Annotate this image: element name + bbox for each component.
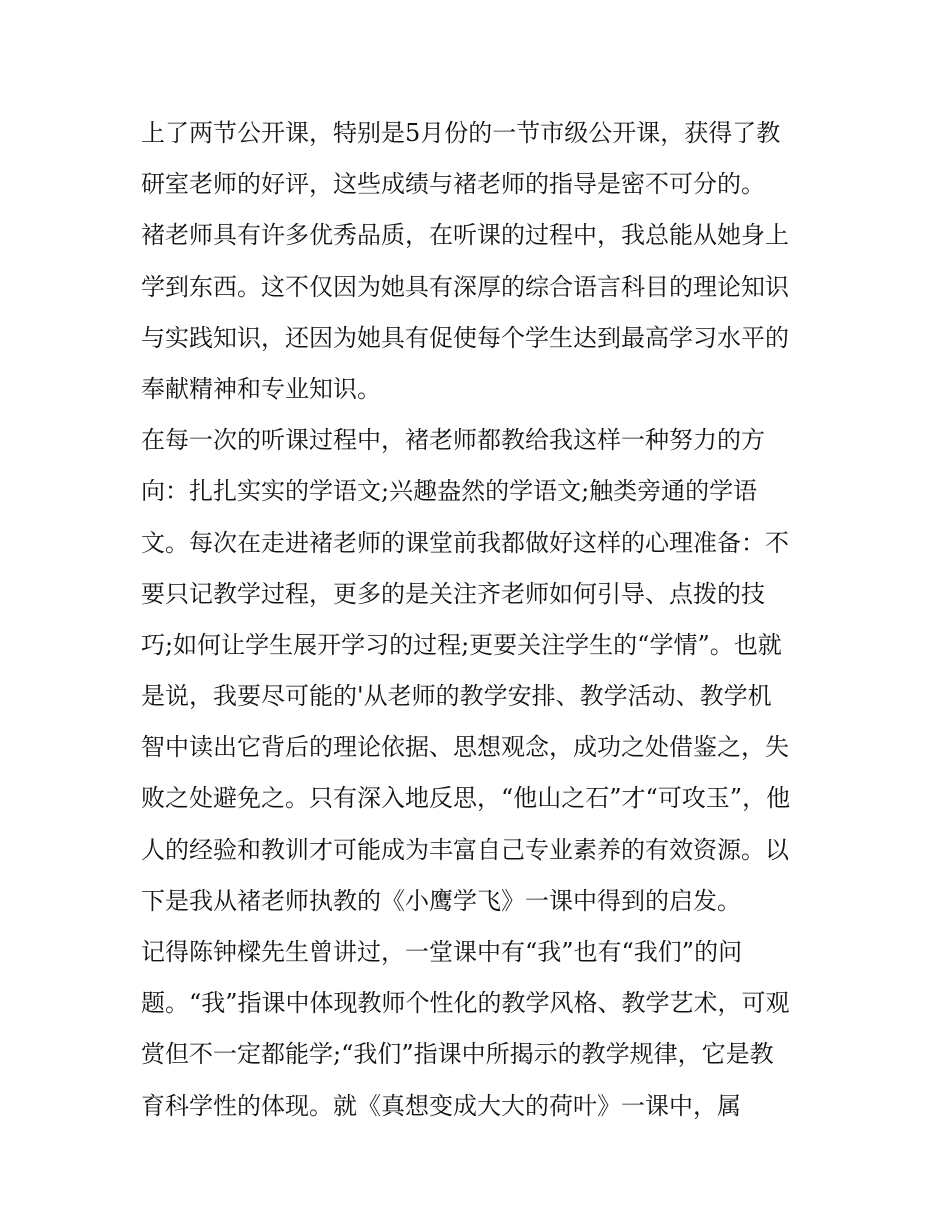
text-line: 褚老师具有许多优秀品质，在听课的过程中，我总能从她身上 [141, 221, 789, 250]
text-line: 智中读出它背后的理论依据、思想观念，成功之处借鉴之，失 [141, 733, 789, 762]
text-line: 人的经验和教训才可能成为丰富自己专业素养的有效资源。以 [141, 835, 789, 864]
text-line: 是说，我要尽可能的'从老师的教学安排、教学活动、教学机 [141, 682, 772, 711]
text-line: 奉献精神和专业知识。 [141, 374, 381, 403]
text-line: 巧;如何让学生展开学习的过程;更要关注学生的“学情”。也就 [141, 630, 782, 659]
text-line: 学到东西。这不仅因为她具有深厚的综合语言科目的理论知识 [141, 272, 789, 301]
text-line: 在每一次的听课过程中，褚老师都教给我这样一种努力的方 [141, 426, 765, 455]
text-line: 文。每次在走进褚老师的课堂前我都做好这样的心理准备：不 [141, 528, 789, 557]
text-line: 题。“我”指课中体现教师个性化的教学风格、教学艺术，可观 [141, 989, 790, 1018]
text-line: 上了两节公开课，特别是5月份的一节市级公开课，获得了教 [141, 119, 781, 147]
text-line: 研室老师的好评，这些成绩与褚老师的指导是密不可分的。 [141, 170, 765, 199]
text-line: 记得陈钟樑先生曾讲过，一堂课中有“我”也有“我们”的问 [141, 938, 743, 966]
text-line: 要只记教学过程，更多的是关注齐老师如何引导、点拨的技 [141, 579, 765, 608]
text-line: 向：扎扎实实的学语文;兴趣盎然的学语文;触类旁通的学语 [141, 477, 758, 506]
document-body [141, 108, 821, 1132]
text-line: 与实践知识，还因为她具有促使每个学生达到最高学习水平的 [141, 323, 789, 352]
text-line: 育科学性的体现。就《真想变成大大的荷叶》一课中，属 [141, 1091, 741, 1120]
text-line: 赏但不一定都能学;“我们”指课中所揭示的教学规律，它是教 [141, 1040, 774, 1069]
text-line: 败之处避免之。只有深入地反思，“他山之石”才“可攻玉”，他 [141, 784, 791, 813]
text-line: 下是我从褚老师执教的《小鹰学飞》一课中得到的启发。 [141, 886, 741, 915]
